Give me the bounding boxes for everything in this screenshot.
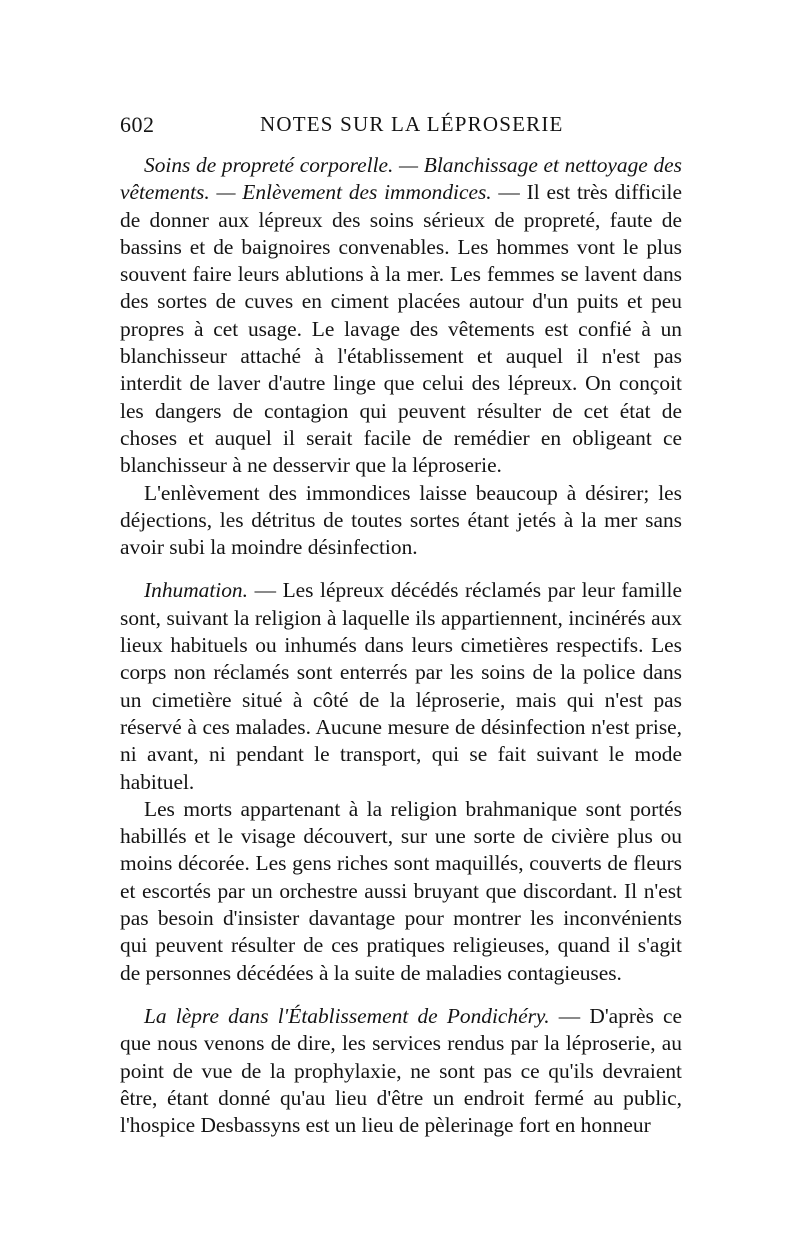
paragraph-brahmanique: Les morts appartenant à la religion brahmanique sont portés habillés et le visage découvert, sur une sorte de civière plus ou moins décorée. Les gens riches sont maquillés, couverts de fleurs et escortés par un orchestre aussi bruyant que discordant. Il n'est pas besoin d'insister davantage pour montrer les inconvénients qui peuvent résulter de ces pratiques religieuses, quand il s'agit de personnes décédées à la suite de maladies contagieuses.	[120, 796, 682, 985]
page-number: 602	[120, 112, 155, 137]
paragraph-hygiene-text: — Il est très difficile de donner aux lépreux des soins sérieux de propreté, faute de bassins et de baignoires convenables. Les hommes vont le plus souvent faire leurs ablutions à la mer. Les femmes se lavent dans des sortes de cuves en ciment placées autour d'un puits et peu propres à cet usage. Le lavage des vêtements est confié à un blanchisseur attaché à l'établissement et auquel il n'est pas interdit de laver d'autre linge que celui des lépreux. On conçoit les dangers de contagion qui peuvent résulter de cet état de choses et auquel il serait facile de remédier en obligeant ce blanchisseur à ne desservir que la léproserie.	[120, 180, 682, 478]
page-header	[120, 112, 682, 142]
section-heading-inhumation: Inhumation.	[144, 578, 248, 603]
paragraph-inhumation	[120, 577, 682, 795]
section-gap	[120, 987, 682, 1003]
section-gap	[120, 561, 682, 577]
section-heading-pondichery: La lèpre dans l'Établissement de Pondichéry.	[144, 1003, 550, 1028]
running-title: NOTES SUR LA LÉPROSERIE	[260, 112, 564, 136]
section-heading-hygiene: Soins de propreté corporelle. — Blanchissage et nettoyage des vêtements. — Enlèvement des immondices.	[120, 153, 682, 205]
paragraph-pondichery	[120, 1003, 682, 1139]
paragraph-immondices: L'enlèvement des immondices laisse beaucoup à désirer; les déjections, les détritus de toutes sortes étant jetés à la mer sans avoir subi la moindre désinfection.	[120, 480, 682, 560]
body-text	[120, 152, 682, 1139]
paragraph-hygiene	[120, 152, 682, 480]
paragraph-inhumation-text: — Les lépreux décédés réclamés par leur famille sont, suivant la religion à laquelle ils appartiennent, incinérés aux lieux habituels ou inhumés dans leurs cimetières respectifs. Les corps non réclamés sont enterrés par les soins de la police dans un cimetière situé à côté de la léproserie, mais qui n'est pas réservé à ces malades. Aucune mesure de désinfection n'est prise, ni avant, ni pendant le transport, qui se fait suivant le mode habituel.	[120, 578, 682, 794]
paragraph-pondichery-text: — D'après ce que nous venons de dire, les services rendus par la léproserie, au point de vue de la prophylaxie, ne sont pas ce qu'ils devraient être, étant donné qu'au lieu d'être un endroit fermé au public, l'hospice Desbassyns est un lieu de pèlerinage fort en honneur	[120, 1003, 682, 1138]
